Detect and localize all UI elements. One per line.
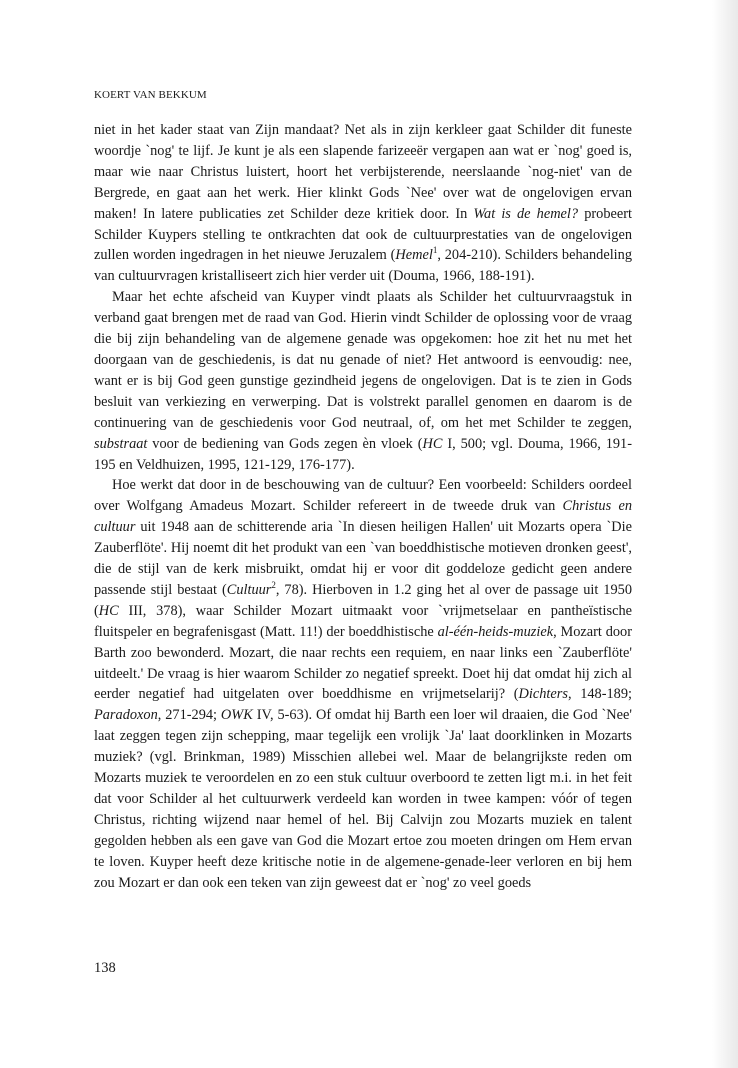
paragraph [94, 287, 632, 475]
body-text [94, 120, 632, 894]
paragraph [94, 475, 632, 893]
italic-text: Dichters [518, 686, 568, 703]
italic-text: Wat is de hemel? [473, 205, 579, 222]
footnote-marker: 2 [271, 580, 276, 591]
text-run: voor de bediening van Gods zegen èn vloek ( [147, 435, 423, 452]
text-run: probeert Schilder Kuypers stelling te ontkrachten dat ook de cultuurprestaties van de ongelovigen zullen worden ingedragen in het nieuwe Jeruzalem ( [94, 205, 633, 264]
italic-text: substraat [94, 435, 148, 452]
running-head: KOERT VAN BEKKUM [94, 89, 207, 101]
text-run: Maar het echte afscheid van Kuyper vindt plaats als Schilder het cultuurvraagstuk in verband gaat brengen met de raad van God. Hierin vindt Schilder de oplossing voor de vraag die bij zijn behandeling van de algemene genade was opgekomen: hoe zit het nu met het doorgaan van de geschiedenis, is dat nu genade of niet? Het antwoord is eenvoudig: nee, want er is bij God geen gunstige gezindheid jegens de ongelovigen. Dat is te zien in Gods besluit van verkiezing en verwerping. Dat is volstrekt parallel genomen en daarom is de continuering van de geschiedenis voor God neutraal, of, om het met Schilder te zeggen, [94, 289, 632, 431]
text-run: , 78). Hierboven in 1.2 ging het al over de passage uit 1950 ( [94, 581, 632, 619]
text-run: I, 500; vgl. Douma, 1966, 191-195 en Veldhuizen, 1995, 121-129, 176-177). [94, 435, 632, 473]
paragraph [94, 120, 632, 287]
text-run: , Mozart door Barth zoo bewonderd. Mozart, die naar rechts een requiem, en naar links een `Zauberflöte' uitdeelt.' De vraag is hier waarom Schilder zo negatief spreekt. Doet hij dat omdat hij zich al eerder negatief had uitgelaten over boeddhisme en vrijmetselarij? ( [94, 623, 632, 703]
italic-text: Christus en cultuur [94, 498, 632, 536]
footnote-marker: 1 [432, 245, 438, 256]
text-run: , 271-294; [157, 707, 221, 724]
text-run: III, 378), waar Schilder Mozart uitmaakt voor `vrijmetselaar en pantheïstische fluitspeler en begrafenisgast (Matt. 11!) der boeddhistische [94, 602, 632, 640]
italic-text: al-één-heids-muziek [437, 623, 554, 640]
italic-text: Cultuur [226, 581, 272, 598]
text-run: niet in het kader staat van Zijn mandaat? Net als in zijn kerkleer gaat Schilder dit funeste woordje `nog' te lijf. Je kunt je als een slapende farizeeër vergapen aan wat er `nog' goed is, maar wie naar Christus luistert, hoort het verbijsterende, neerslaande `nog-niet' van de Bergrede, en gaat aan het werk. Hier klinkt Gods `Nee' over wat de ongelovigen ervan maken! In latere publicaties zet Schilder deze kritiek door. In [94, 122, 632, 222]
italic-text: Paradoxon [94, 707, 158, 724]
text-run: , 148-189; [567, 686, 632, 703]
text-run: uit 1948 aan de schitterende aria `In diesen heiligen Hallen' uit Mozarts opera `Die Zauberflöte'. Hij noemt dit het produkt van een `van boeddhistische motieven dronken geest', die de stijl van de kerk misbruikt, omdat hij er voor dit goddeloze gedicht geen andere passende stijl bestaat ( [94, 519, 632, 598]
text-run: Hoe werkt dat door in de beschouwing van de cultuur? Een voorbeeld: Schilders oordeel over Wolfgang Amadeus Mozart. Schilder refereert in de tweede druk van [94, 477, 632, 515]
italic-text: HC [98, 602, 119, 619]
italic-text: Hemel [395, 247, 433, 264]
text-run: , 204-210). Schilders behandeling van cultuurvragen kristalliseert zich hier verder uit (Douma, 1966, 188-191). [94, 247, 633, 285]
page-number: 138 [94, 960, 116, 976]
scan-edge-shadow [712, 0, 738, 1068]
italic-text: OWK [220, 707, 253, 724]
italic-text: HC [422, 435, 443, 452]
text-run: IV, 5-63). Of omdat hij Barth een loer wil draaien, die God `Nee' laat zeggen tegen zijn schepping, maar tegelijk een vrolijk `Ja' laat doorklinken in Mozarts muziek? (vgl. Brinkman, 1989) Misschien allebei wel. Maar de belangrijkste reden om Mozarts muziek te veroordelen en zo een stuk cultuur overboord te zetten ligt m.i. in het feit dat voor Schilder al het cultuurwerk verdeeld kan worden in twee kampen: vóór of tegen Christus, richting wijzend naar hemel of hel. Bij Calvijn zou Mozarts muziek en talent gegolden hebben als een gave van God die Mozart ertoe zou moeten dringen om Hem ervan te loven. Kuyper heeft deze kritische notie in de algemene-genade-leer verloren en bij hem zou Mozart er dan ook een teken van zijn geweest dat er `nog' zo veel goeds [94, 707, 632, 891]
